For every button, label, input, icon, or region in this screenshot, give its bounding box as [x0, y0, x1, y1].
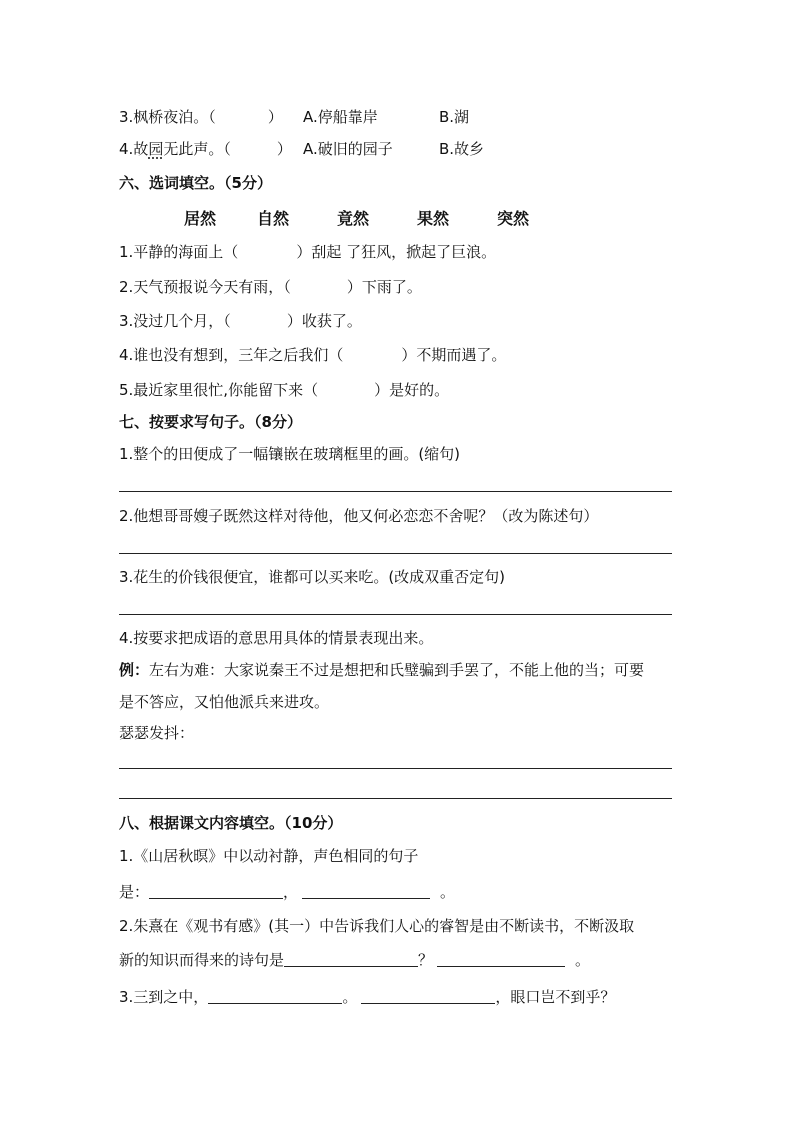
fill-item-1: [119, 242, 496, 262]
item-text: 是：: [119, 883, 150, 901]
answer-line[interactable]: [119, 768, 672, 769]
question-8-3: [119, 987, 615, 1007]
item-text: 2.天气预报说今天有雨，（: [119, 278, 291, 296]
fill-blank[interactable]: [284, 950, 418, 967]
example-label: 例：: [119, 661, 150, 679]
item-text: 5.最近家里很忙,你能留下来（: [119, 381, 319, 399]
item-text: 3.没过几个月，（: [119, 312, 231, 330]
fill-blank[interactable]: [302, 882, 430, 899]
item-text: ）刮起 了狂风，掀起了巨浪。: [296, 243, 497, 261]
question-8-2-line2: [119, 950, 590, 970]
word-bank: [0, 206, 793, 228]
question-text-pre: 4.故: [119, 140, 149, 158]
item-text: ，眼口岂不到乎？: [495, 988, 616, 1006]
item-text: 4.谁也没有想到，三年之后我们（: [119, 346, 344, 364]
example-line-2: 是不答应，又怕他派兵来进攻。: [119, 693, 330, 711]
word-option: 自然: [257, 209, 290, 228]
item-text: ）下雨了。: [346, 278, 422, 296]
question-paren-close: ）: [276, 140, 292, 158]
dotted-character: 园: [148, 140, 164, 158]
option-a: A.破旧的园子: [303, 140, 393, 158]
item-text: 新的知识而得来的诗句是: [119, 951, 285, 969]
fill-item-3: [119, 311, 362, 331]
answer-line[interactable]: [119, 553, 672, 554]
item-text: 。: [440, 883, 456, 901]
option-b: B.故乡: [439, 140, 485, 158]
answer-line[interactable]: [119, 491, 672, 492]
question-5-4: [119, 139, 679, 159]
section-6-title: 六、选词填空。（5分）: [119, 174, 272, 192]
fill-blank[interactable]: [149, 882, 283, 899]
item-text: ）收获了。: [286, 312, 362, 330]
example-text: 左右为难：大家说秦王不过是想把和氏璧骗到手罢了，不能上他的当；可要: [149, 661, 645, 679]
question-paren-close: ）: [267, 108, 283, 126]
word-option: 竟然: [337, 209, 370, 228]
fill-item-5: [119, 380, 449, 400]
fill-blank[interactable]: [208, 987, 342, 1004]
answer-line[interactable]: [119, 614, 672, 615]
option-a: A.停船靠岸: [303, 108, 378, 126]
example-line-1: [119, 660, 644, 680]
question-8-1-line2: [119, 882, 455, 902]
section-7-title: 七、按要求写句子。（8分）: [119, 413, 302, 431]
section-8-title: 八、根据课文内容填空。（10分）: [119, 814, 343, 832]
prompt-text: 瑟瑟发抖：: [119, 724, 195, 742]
fill-blank[interactable]: [437, 950, 565, 967]
question-8-1-line1: 1.《山居秋暝》中以动衬静，声色相同的句子: [119, 847, 419, 865]
question-7-3: 3.花生的价钱很便宜，谁都可以买来吃。(改成双重否定句): [119, 568, 506, 586]
question-7-1: 1.整个的田便成了一幅镶嵌在玻璃框里的画。(缩句): [119, 445, 461, 463]
item-text: ？: [418, 951, 434, 969]
question-5-3: [119, 107, 679, 127]
question-7-4: 4.按要求把成语的意思用具体的情景表现出来。: [119, 629, 434, 647]
item-text: 1.平静的海面上（: [119, 243, 239, 261]
question-8-2-line1: 2.朱熹在《观书有感》(其一）中告诉我们人心的睿智是由不断读书，不断汲取: [119, 917, 635, 935]
question-text: 3.枫桥夜泊。（: [119, 108, 216, 126]
item-text: 。: [575, 951, 591, 969]
answer-line[interactable]: [119, 798, 672, 799]
fill-item-4: [119, 345, 506, 365]
item-text: ）是好的。: [374, 381, 450, 399]
option-b: B.湖: [439, 108, 470, 126]
question-text-post: 无此声。（: [163, 140, 231, 158]
item-text: ）不期而遇了。: [401, 346, 507, 364]
word-option: 突然: [497, 209, 530, 228]
fill-blank[interactable]: [361, 987, 495, 1004]
word-option: 居然: [184, 209, 217, 228]
item-text: 。: [342, 988, 358, 1006]
fill-item-2: [119, 277, 422, 297]
item-text: 3.三到之中，: [119, 988, 209, 1006]
word-option: 果然: [417, 209, 450, 228]
item-text: ，: [283, 883, 299, 901]
question-7-2: 2.他想哥哥嫂子既然这样对待他，他又何必恋恋不舍呢？（改为陈述句）: [119, 507, 599, 525]
